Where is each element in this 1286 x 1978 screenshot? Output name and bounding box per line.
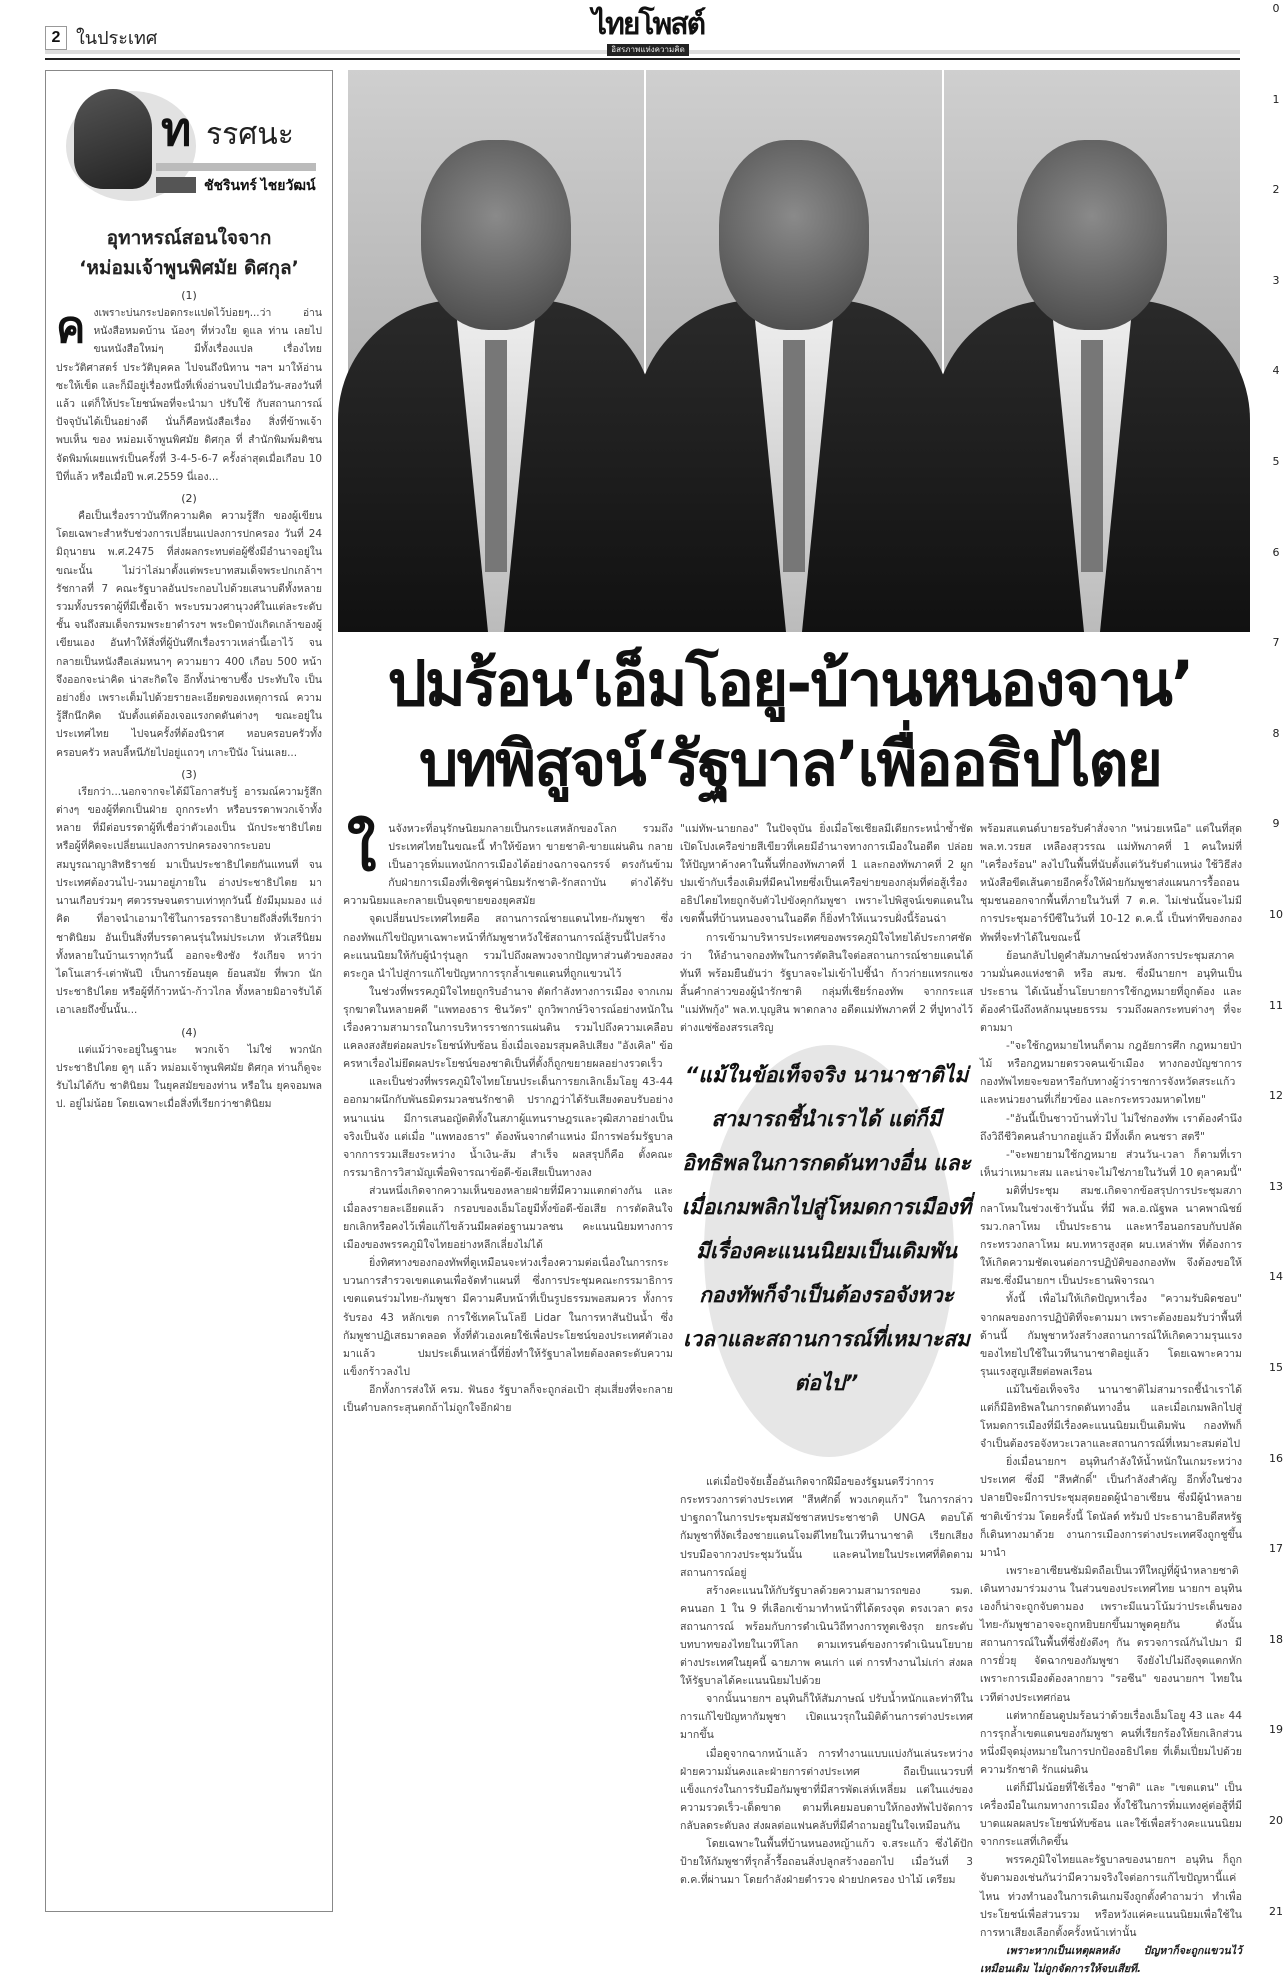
- article-paragraph: ยิ่งเมื่อนายกฯ อนุทินกำลังให้น้ำหนักในเกมระหว่างประเทศ ซึ่งมี "สีหศักดิ์" เป็นกำลังสำคัญ อีกทั้งในช่วงปลายปีจะมีการประชุมสุดยอดผู้นำอาเซียน ซึ่งมีผู้นำหลายชาติเข้าร่วม โดยครั้งนี้ โดนัลด์ ทรัมป์ ประธานาธิบดีสหรัฐ ก็เดินทางมาด้วย งานการเมืองการต่างประเทศจึงถูกชูขึ้นมานำ: [980, 1456, 1242, 1559]
- margin-line-number: 21: [1269, 1904, 1283, 1918]
- article-paragraph: โดยเฉพาะในพื้นที่บ้านหนองหญ้าแก้ว จ.สระแก้ว ซึ่งได้ปักป้ายให้กัมพูชาที่รุกล้ำรื้อถอนสิ่งปลูกสร้างออกไป เมื่อวันที่ 3 ต.ค.ที่ผ่านมา โดยกำลังฝ่ายตำรวจ ฝ่ายปกครอง ป่าไม้ เตรียม: [680, 1838, 973, 1887]
- margin-line-number: 14: [1269, 1270, 1283, 1284]
- article-paragraph: พรรคภูมิใจไทยและรัฐบาลของนายกฯ อนุทิน ก็ถูกจับตามองเช่นกันว่ามีความจริงใจต่อการแก้ไขปัญหานี้แค่ไหน ท่วงทำนองในการเดินเกมจึงถูกตั้งคำถามว่า ทำเพื่อประโยชน์เพื่อส่วนรวม หรือหวังแค่คะแนนนิยมเพื่อใช้ในการหาเสียงเลือกตั้งครั้งหน้าเท่านั้น: [980, 1854, 1242, 1939]
- paragraph-text: ในช่วงที่พรรคภูมิใจไทยถูกริบอำนาจ ตัดกำลังทางการเมือง จากเกมรุกฆาตในหลายคดี "แพทองธาร ชินวัตร" ถูกวิพากษ์วิจารณ์อย่างหนักในเรื่องความสามารถในการบริหารราชการแผ่นดิน รวมไปถึงความเคลือบแคลงสงสัยต่อผลประโยชน์ทับซ้อน ยิ่งเมื่อเจอมรสุมคลิปเสียง "อังเคิล" ข้อครหาเรื่องไม่ยึดผลประโยชน์ของชาติเป็นที่ตั้งก็ถูกขยายผลอย่างรวดเร็ว: [343, 985, 673, 1071]
- photo-politician-center: [646, 70, 942, 632]
- margin-line-number: 6: [1272, 545, 1280, 559]
- column-paragraph: [56, 783, 322, 1020]
- margin-line-number: 19: [1269, 1723, 1283, 1737]
- photo-politician-right: [944, 70, 1240, 632]
- section-number: (1): [181, 289, 197, 302]
- article-paragraph: มติที่ประชุม สมช.เกิดจากข้อสรุปการประชุมสภากลาโหมในช่วงเช้าวันนั้น ที่มี พล.อ.ณัฐพล นาคพาณิชย์ รมว.กลาโหม เป็นประธาน และหารือนอกรอบกับปลัดกระทรวงกลาโหม ผบ.ทหารสูงสุด ผบ.เหล่าทัพ ที่ต้องการให้เกิดความชัดเจนต่อการปฏิบัติของกองทัพ จึงต้องขอให้ สมช.ซึ่งมีนายกฯ เป็นประธานพิจารณา: [980, 1184, 1242, 1288]
- article-paragraph: แม้ในข้อเท็จจริง นานาชาติไม่สามารถชี้นำเราได้ แต่ก็มีอิทธิพลในการกดดันทางอื่น และเมื่อเกมพลิกไปสู่โหมดการเมืองที่มีเรื่องคะแนนนิยมเป็นเดิมพัน กองทัพก็จำเป็นต้องรอจังหวะเวลาและสถานการณ์ที่เหมาะสมต่อไป: [980, 1383, 1242, 1451]
- photo-politician-left: [348, 70, 644, 632]
- article-paragraph: แต่ก็มีไม่น้อยที่ใช้เรื่อง "ชาติ" และ "เขตแดน" เป็นเครื่องมือในเกมทางการเมือง ทั้งใช้ในการทิ่มแทงคู่ต่อสู้ที่มีบาดแผลผลประโยชน์ทับซ้อน และใช้เพื่อสร้างคะแนนนิยมจากกระแสที่เกิดขึ้น: [980, 1781, 1242, 1849]
- article-paragraph: ทั้งนี้ เพื่อไม่ให้เกิดปัญหาเรื่อง "ความรับผิดชอบ" จากผลของการปฏิบัติที่จะตามมา เพราะต้องยอมรับว่าพื้นที่ด้านนี้ กัมพูชาหวังสร้างสถานการณ์ให้เกิดความรุนแรงของไทยไปใช้ในเวทีนานาชาติอยู่แล้ว โดยเฉพาะความรุนแรงสูญเสียต่อพลเรือน: [980, 1293, 1242, 1378]
- header-rule-dark: [45, 58, 1240, 60]
- margin-line-number: 2: [1272, 183, 1280, 197]
- newspaper-logo: ไทยโพสต์: [592, 7, 705, 42]
- photo-strip: [348, 70, 1240, 632]
- margin-line-number: 3: [1272, 273, 1280, 287]
- paragraph-text: ส่วนหนึ่งเกิดจากความเห็นของหลายฝ่ายที่มีความแตกต่างกัน และเมื่อลงรายละเอียดแล้ว กรอบของเอ็มโอยูมีทั้งข้อดี-ข้อเสีย การตัดสินใจยกเลิกหรือคงไว้เพื่อแก้ไขล้วนมีผลต่อฐานมวลชน คะแนนนิยมทางการเมืองของพรรคภูมิใจไทยอย่างหลีกเลี่ยงไม่ได้: [343, 1184, 673, 1252]
- article-paragraph: เพราะอาเซียนซัมมิตถือเป็นเวทีใหญ่ที่ผู้นำหลายชาติเดินทางมาร่วมงาน ในส่วนของประเทศไทย นายกฯ อนุทินเองก็น่าจะถูกจับตามอง เพราะมีแนวโน้มว่าประเด็นของไทย-กัมพูชาอาจจะถูกหยิบยกขึ้นมาพูดคุยกัน ดังนั้น สถานการณ์ในพื้นที่ซึ่งยังตึงๆ กัน ตรวจการณ์กันไปมา มีการยั่วยุ จัดฉากของกัมพูชา จึงยังไปไม่ถึงจุดแตกหัก เพราะการเมืองต้องลากยาว "รอซีน" ของนายกฯ ไทยในเวทีต่างประเทศก่อน: [980, 1564, 1242, 1704]
- paragraph-text: คือเป็นเรื่องราวบันทึกความคิด ความรู้สึก ของผู้เขียน โดยเฉพาะสำหรับช่วงการเปลี่ยนแปลงการปกครอง วันที่ 24 มิถุนายน พ.ศ.2475 ที่ส่งผลกระทบต่อผู้ซึ่งมีอำนาจอยู่ในขณะนั้น ไม่ว่าไล่มาตั้งแต่พระบาทสมเด็จพระปกเกล้าฯ รัชกาลที่ 7 คณะรัฐบาลอันประกอบไปด้วยเสนาบดีทั้งหลาย รวมทั้งบรรดาผู้ที่มีเชื้อเจ้า พระบรมวงศานุวงศ์ในแต่ละระดับชั้น จนถึงสมเด็จกรมพระยาดำรงฯ พระบิดาบังเกิดเกล้าของผู้เขียนเอง อันทำให้สิ่งที่ผู้บันทึกเรื่องราวเหล่านี้เอาไว้ จนกลายเป็นหนังสือเล่มหนาๆ ความยาว 400 เกือบ 500 หน้า จึงออกจะน่าคิด น่าสะกิดใจ อีกทั้งน่าซาบซึ้ง ประทับใจ เป็นอย่างยิ่ง เพราะเต็มไปด้วยรายละเอียดของเหตุการณ์ ความรู้สึกนึกคิด นับตั้งแต่ต้องเจอแรงกดดันต่างๆ ขณะอยู่ในประเทศไทย ไปจนครั้งที่ต้องนิราศ หอบครอบครัวทั้งครอบครัว หลบลี้หนีภัยไปอยู่แถวๆ เกาะปีนัง โน่นเลย...: [56, 510, 322, 759]
- headline: [340, 644, 1240, 810]
- margin-line-number: 18: [1269, 1632, 1283, 1646]
- article-paragraph: ย้อนกลับไปดูคำสัมภาษณ์ช่วงหลังการประชุมสภาความมั่นคงแห่งชาติ หรือ สมช. ซึ่งมีนายกฯ อนุทินเป็นประธาน ได้เน้นย้ำนโยบายการใช้กฎหมายที่ถูกต้อง และต้องคำนึงถึงหลักมนุษยธรรม รวมถึงผลกระทบต่างๆ ที่จะตามมา: [980, 949, 1242, 1035]
- paragraph-text: ยิ่งทิศทางของกองทัพที่ดูเหมือนจะห่วงเรื่องความต่อเนื่องในการกระบวนการสำรวจเขตแดนเพื่อจัดทำแผนที่ ซึ่งการประชุมคณะกรรมาธิการเขตแดนร่วมไทย-กัมพูชา มีความคืบหน้าที่เป็นรูปธรรมพอสมควร ทั้งการรับรอง 43 หลักเขต การใช้เทคโนโลยี Lidar ในการหาสันปันน้ำ ซึ่งกัมพูชาปฏิเสธมาตลอด ทั้งที่ตัวเองเคยใช้เพื่อประโยชน์ของประเทศตัวเองมาแล้ว ปมประเด็นเหล่านี้ที่ยิ่งทำให้รัฐบาลไทยต้องลดระดับความแข็งกร้าวลงไป: [343, 1257, 673, 1378]
- margin-line-number: 17: [1269, 1542, 1283, 1556]
- column-paragraph: [56, 507, 322, 762]
- headline-line-2: บทพิสูจน์‘รัฐบาล’เพื่ออธิปไตย: [419, 727, 1161, 800]
- article-paragraph: แต่หากย้อนดูปมร้อนว่าด้วยเรื่องเอ็มโอยู 43 และ 44 การรุกล้ำเขตแดนของกัมพูชา คนที่เรียกร้องให้ยกเลิกส่วนหนึ่งมีจุดมุ่งหมายในการปกป้องอธิปไตย ที่เต็มเปี่ยมไปด้วยความรักชาติ รักแผ่นดิน: [980, 1709, 1242, 1776]
- section-number: (2): [181, 492, 197, 506]
- article-paragraph: -"จะพยายามใช้กฎหมาย ส่วนวัน-เวลา ก็ตามที่เราเห็นว่าเหมาะสม และน่าจะไม่ใช่ภายในวันที่ 10 ตุลาคมนี้": [980, 1148, 1243, 1179]
- column-logo-letter: ท: [161, 103, 192, 155]
- margin-line-number: 12: [1269, 1089, 1283, 1103]
- margin-line-number: 15: [1269, 1361, 1283, 1374]
- article-paragraph: การเข้ามาบริหารประเทศของพรรคภูมิใจไทยได้ประกาศชัดว่า ให้อำนาจกองทัพในการตัดสินใจต่อสถานการณ์ชายแดนได้ทันที พร้อมยืนยันว่า รัฐบาลจะไม่เข้าไปชี้นำ ก้าวก่ายแทรกแซง สิ้นคำกล่าวของผู้นำรักชาติ กลุ่มที่เชียร์กองทัพ จากกระแส "แม่ทัพกุ้ง" พล.ท.บุญสิน พาดกลาง อดีตแม่ทัพภาคที่ 2 ที่ปูทางไว้ ต่างแซ่ซ้องสรรเสริญ: [680, 931, 973, 1035]
- article-paragraph: -"อันนี้เป็นชาวบ้านทั่วไป ไม่ใช่กองทัพ เราต้องคำนึงถึงวิถีชีวิตคนลำบากอยู่แล้ว มีทั้งเด็ก คนชรา สตรี": [980, 1112, 1242, 1143]
- article-paragraph: [343, 1073, 673, 1182]
- article-paragraph: [343, 1254, 673, 1381]
- paragraph-text: แต่แม้ว่าจะอยู่ในฐานะ พวกเจ้า ไม่ใช่ พวกนักประชาธิปไตย ดูๆ แล้ว หม่อมเจ้าพูนพิศมัย ดิศกุล ท่านก็ดูจะรับไม่ได้กับ ชาตินิยม ในยุคสมัยของท่าน หรือใน ยุคจอมพล ป. อยู่ไม่น้อย โดยเฉพาะเมื่อสิ่งที่เรียกว่าชาตินิยม: [56, 1043, 322, 1111]
- margin-line-number: 7: [1272, 636, 1280, 650]
- article-paragraph: แต่เมื่อปัจจัยเอื้ออันเกิดจากฝีมือของรัฐมนตรีว่าการกระทรวงการต่างประเทศ "สีหศักดิ์ พวงเกตุแก้ว" ในการกล่าวปาฐกถาในการประชุมสมัชชาสหประชาชาติ UNGA ตอบโต้กัมพูชาที่งัดเรื่องชายแดนโจมตีไทยในเวทีนานาชาติ เรียกเสียงปรบมือจากวงประชุมวันนั้น และคนไทยในประเทศที่ติดตามสถานการณ์อยู่: [680, 1476, 973, 1579]
- drop-cap: ค: [56, 302, 86, 353]
- column-logo-text: รรศนะ: [206, 118, 294, 151]
- margin-line-number: 11: [1269, 998, 1283, 1012]
- margin-line-number: 1: [1272, 92, 1280, 106]
- margin-line-number: 5: [1272, 455, 1280, 468]
- margin-line-number: 9: [1272, 817, 1280, 831]
- article-paragraph: [343, 1381, 673, 1417]
- margin-line-number: 13: [1269, 1179, 1283, 1193]
- headline-line-1: ปมร้อน‘เอ็มโอยู-บ้านหนองจาน’: [387, 647, 1193, 720]
- column-paragraph: [56, 304, 322, 486]
- section-number: (4): [181, 1025, 197, 1039]
- drop-cap: ใ: [347, 815, 377, 885]
- opinion-column: [45, 70, 333, 1912]
- article-paragraph: [343, 815, 673, 910]
- pull-quote: “แม้ในข้อเท็จจริง นานาชาติไม่สามารถชี้นำเราได้ แต่ก็มีอิทธิพลในการกดดันทางอื่น และเมื่อเกมพลิกไปสู่โหมดการเมืองที่มีเรื่องคะแนนนิยมเป็นเดิมพัน กองทัพก็จำเป็นต้องรอจังหวะเวลาและสถานการณ์ที่เหมาะสมต่อไป”: [680, 1045, 973, 1465]
- paragraph-text: และเป็นช่วงที่พรรคภูมิใจไทยโยนประเด็นการยกเลิกเอ็มโอยู 43-44 ออกมาผนึกกับพันธมิตรมวลชนรักชาติ ปรากฏว่าได้รับเสียงตอบรับอย่างหนาแน่น มีการเสนอญัตติทั้งในสภาผู้แทนราษฎรและวุฒิสภาอย่างเป็นจริงเป็นจัง แต่เมื่อ "แพทองธาร" ต้องพ้นจากตำแหน่ง มีการฟอร์มรัฐบาลจากการรวมเสียงระหว่าง น้ำเงิน-ส้ม สำเร็จ ผลสรุปก็คือ ตั้งคณะกรรมาธิการวิสามัญเพื่อพิจารณาข้อดี-ข้อเสียเป็นทางลง: [343, 1076, 673, 1179]
- margin-line-number: 10: [1269, 908, 1283, 921]
- article-column-1: [343, 815, 673, 1915]
- article-column-2: [680, 820, 973, 1915]
- section-name: ในประเทศ: [76, 28, 158, 48]
- article-paragraph: เมื่อดูจากฉากหน้าแล้ว การทำงานแบบแบ่งกันเล่นระหว่างฝ่ายความมั่นคงและฝ่ายการต่างประเทศ ถือเป็นแนวรบที่แข็งแกร่งในการรับมือกัมพูชาที่มีสารพัดเล่ห์เหลี่ยม แต่ในแง่ของความรวดเร็ว-เด็ดขาด ตามที่เคยมอบดาบให้กองทัพไปจัดการกลับลดระดับลง ส่งผลต่อแฟนคลับที่มีคำถามอยู่ในใจเหมือนกัน: [680, 1747, 973, 1832]
- margin-line-number: 8: [1272, 726, 1280, 740]
- article-paragraph: "แม่ทัพ-นายกอง" ในปัจจุบัน ยิ่งเมื่อโซเชียลมีเดียกระหน่ำซ้ำชัด เปิดโปงเครือข่ายสีเขียวที่เคยมีอำนาจทางการเมืองในอดีต ปล่อยให้ปัญหาค้างคาในพื้นที่กองทัพภาคที่ 1 และกองทัพภาคที่ 2 ผูกปมเข้ากับเรื่องเดิมที่มีคนไทยซึ่งเป็นเครือข่ายของกลุ่มที่ต่อสู้เรื่องอธิปไตยไทยถูกจับตัวไปขังคุกกัมพูชา เพราะไปพิสูจน์เขตแดนในเขตพื้นที่บ้านหนองจานในอดีต ก็ยิ่งทำให้แนวรบฝั่งนี้ร้อนฉ่า: [680, 823, 973, 926]
- margin-line-number: 4: [1272, 364, 1280, 378]
- article-column-3: [980, 820, 1243, 1975]
- column-masthead: [56, 71, 322, 211]
- article-paragraph: พร้อมสแตนด์บายรอรับคำสั่งจาก "หน่วยเหนือ" แต่ในที่สุด พล.ท.วรยส เหลืองสุวรรณ แม่ทัพภาคที่ 1 คนใหม่ที่ "เครื่องร้อน" ลงไปในพื้นที่นับตั้งแต่วันรับตำแหน่ง ใช้วิธีส่งหนังสือขีดเส้นตายอีกครั้งให้ฝ่ายกัมพูชาส่งแผนการรื้อถอนชุมชนออกจากพื้นที่ภายในวันที่ 7 ต.ค. ไม่เช่นนั้นจะไม่มีการประชุมอาร์บีซีในวันที่ 10-12 ต.ค.นี้ เป็นท่าทีของกองทัพที่จะทำได้ในขณะนี้: [980, 823, 1242, 944]
- paragraph-text: นจังหวะที่อนุรักษนิยมกลายเป็นกระแสหลักของโลก รวมถึงประเทศไทยในขณะนี้ ทำให้ข้อหา ขายชาติ-ขายแผ่นดิน กลายเป็นอาวุธทิ่มแทงนักการเมืองได้อย่างฉกาจฉกรรจ์ ตรงกันข้ามกับฝ่ายการเมืองที่เชิดชูค่านิยมรักชาติ-รักสถาบัน ต่างได้รับความนิยมและกลายเป็นจุดขายของยุคสมัย: [343, 823, 673, 908]
- paragraph-text: งเพราะบ่นกระปอดกระแปดไว้บ่อยๆ...ว่า อ่านหนังสือหมดบ้าน น้องๆ ที่ห่วงใย ดูแล ท่าน เลยไปขนหนังสือใหม่ๆ มีทั้งเรื่องแปล เรื่องไทย ประวัติศาสตร์ ประวัติบุคคล ไปจนถึงนิทาน ฯลฯ มาให้อ่านซะให้เข็ด และก็มีอยู่เรื่องหนึ่งที่เพิ่งอ่านจบไปเมื่อวัน-สองวันที่แล้ว แต่ก็ให้ประโยชน์พอที่จะนำมา ปรับใช้ กับสถานการณ์ปัจจุบันได้เป็นอย่างดี นั่นก็คือหนังสือเรื่อง สิ่งที่ข้าพเจ้าพบเห็น ของ หม่อมเจ้าพูนพิศมัย ดิศกุล ที่ สำนักพิมพ์มติชน จัดพิมพ์เผยแพร่เป็นครั้งที่ 3-4-5-6-7 ครั้งล่าสุดเมื่อเกือบ 10 ปีที่แล้ว หรือเมื่อปี พ.ศ.2559 นี่เอง...: [56, 307, 322, 483]
- logo-tagline: อิสรภาพแห่งความคิด: [607, 44, 689, 56]
- article-paragraph: [343, 983, 673, 1073]
- page-number: 2: [45, 26, 67, 50]
- closing-line: เพราะหากเป็นเหตุผลหลัง ปัญหาก็จะถูกแขวนไว้เหมือนเดิม ไม่ถูกจัดการให้จบเสียที.: [980, 1944, 1242, 1975]
- article-paragraph: -"จะใช้กฎหมายไหนก็ตาม กฎอัยการศึก กฎหมายป่าไม้ หรือกฎหมายตรวจคนเข้าเมือง ทางกองบัญชาการกองทัพไทยจะขอหารือกับทางผู้ว่าราชการจังหวัดสระแก้ว และหน่วยงานที่เกี่ยวข้อง และกระทรวงมหาดไทย": [980, 1040, 1242, 1107]
- section-number: (3): [181, 767, 197, 781]
- article-paragraph: จากนั้นนายกฯ อนุทินก็ให้สัมภาษณ์ ปรับน้ำหนักและท่าทีในการแก้ไขปัญหากัมพูชา เปิดแนวรุกในมิติด้านการต่างประเทศมากขึ้น: [680, 1693, 973, 1742]
- column-title: อุทาหรณ์สอนใจจาก ‘หม่อมเจ้าพูนพิศมัย ดิศกุล’: [79, 227, 299, 279]
- columnist-caricature-icon: [74, 89, 152, 189]
- margin-line-number: 20: [1269, 1814, 1283, 1827]
- article-paragraph: [343, 910, 673, 982]
- paragraph-text: จุดเปลี่ยนประเทศไทยคือ สถานการณ์ชายแดนไทย-กัมพูชา ซึ่งกองทัพแก้ไขปัญหาเฉพาะหน้าที่กัมพูชาหวังใช้สถานการณ์สู้รบนี้ไปสร้างคะแนนนิยมให้กับผู้นำรุ่นลูก รวมไปถึงผลพวงจากปัญหาส่วนตัวของสองตระกูล นำไปสู่การแก้ไขปัญหาการรุกล้ำเขตแดนที่ถูกแขวนไว้: [343, 913, 673, 980]
- article-paragraph: [343, 1182, 673, 1254]
- margin-line-number: 0: [1272, 2, 1280, 15]
- margin-line-number: 16: [1269, 1451, 1283, 1465]
- paragraph-text: เรียกว่า...นอกจากจะได้มีโอกาสรับรู้ อารมณ์ความรู้สึก ต่างๆ ของผู้ที่ตกเป็นฝ่าย ถูกกระทำ หรือบรรดาพวกเจ้าทั้งหลาย ที่มีต่อบรรดาผู้ที่เชื่อว่าตัวเองเป็น นักประชาธิปไตย หรือผู้ที่คิดจะเปลี่ยนแปลงการปกครองจากระบอบสมบูรณาญาสิทธิราชย์ มาเป็นประชาธิปไตยกันแทนที่ จนประเทศต้องวนไป-วนมาอยู่ภายใน อ่างประชาธิปไตย มานานเกือบร่วมๆ ศตวรรษจนตราบเท่าทุกวันนี้ ยังมีมุมมอง แง่คิด ที่อาจนำเอามาใช้ในการอรรถาธิบายถึงสิ่งที่เรียกว่า ชาตินิยม อันเป็นสิ่งที่บรรดาคนรุ่นใหม่ประเภท หัวเสรีนิยม ทั้งหลายในบ้านเราทุกวันนี้ ออกจะชิงชัง รังเกียจ หาว่า ไดโนเสาร์-เต่าพันปี เป็นการย้อนยุค ย้อนสมัย ที่พวก นักประชาธิปไตย หรือผู้ที่ก้าวหน้า-ก้าวไกล ทั้งหลายมิอาจรับได้เอาเลยถึงขั้นนั้น...: [56, 785, 322, 1017]
- column-author: ชัชรินทร์ ไชยวัฒน์: [204, 177, 316, 193]
- paragraph-text: อีกทั้งการส่งให้ ครม. ฟันธง รัฐบาลก็จะถูกล่อเป้า สุ่มเสี่ยงที่จะกลายเป็นตำบลกระสุนตกถ้าไม่ถูกใจอีกฝ่าย: [343, 1383, 673, 1414]
- article-paragraph: สร้างคะแนนให้กับรัฐบาลด้วยความสามารถของ รมต. คนนอก 1 ใน 9 ที่เลือกเข้ามาทำหน้าที่ได้ตรงจุด ตรงเวลา ตรงสถานการณ์ พร้อมกับการดำเนินวิถีทางการทูตเชิงรุก ยกระดับบทบาทของไทยในเวทีโลก ตามเทรนด์ของการดำเนินนโยบายต่างประเทศในยุคนี้ ฉายภาพ คนเก่า แต่ การทำงานไม่เก่า ส่งผลให้รัฐบาลได้คะแนนนิยมไปด้วย: [680, 1584, 973, 1688]
- column-paragraph: [56, 1041, 322, 1114]
